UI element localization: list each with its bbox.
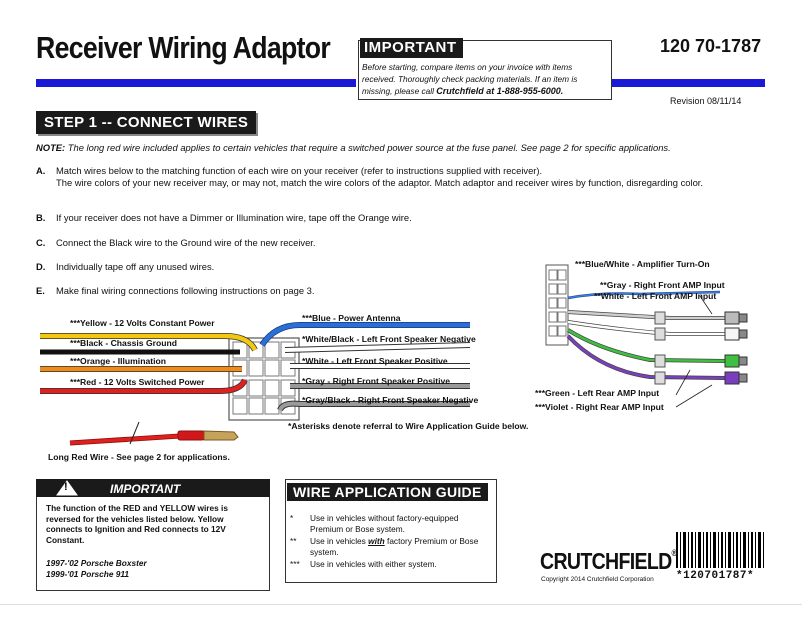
barcode xyxy=(676,532,764,568)
step-heading: STEP 1 -- CONNECT WIRES xyxy=(36,111,256,134)
label-amp-white: **White - Left Front AMP Input xyxy=(594,291,717,301)
label-white: *White - Left Front Speaker Positive xyxy=(302,356,448,366)
long-red-wire xyxy=(70,422,238,444)
label-orange: ***Orange - Illumination xyxy=(70,356,166,366)
label-gray-black: *Gray/Black - Right Front Speaker Negative xyxy=(302,395,479,405)
wire-white-black xyxy=(285,345,470,350)
label-red: ***Red - 12 Volts Switched Power xyxy=(70,377,205,387)
important-reversal-body: The function of the RED and YELLOW wires is reversed for the vehicles listed below. Yellow connects to Ignition and Red connects to 12V Constant. xyxy=(46,503,228,545)
label-yellow: ***Yellow - 12 Volts Constant Power xyxy=(70,318,215,328)
important-reversal-title: IMPORTANT xyxy=(110,482,181,496)
vehicle-2: 1999-'01 Porsche 911 xyxy=(46,569,130,579)
label-gray: *Gray - Right Front Speaker Positive xyxy=(302,376,451,386)
copyright: Copyright 2014 Crutchfield Corporation xyxy=(541,576,654,583)
label-amp-gray: **Gray - Right Front AMP Input xyxy=(600,280,725,290)
long-red-wire-label: Long Red Wire - See page 2 for applications. xyxy=(48,452,230,462)
part-number: 120 70-1787 xyxy=(660,36,762,56)
label-amp-violet: ***Violet - Right Rear AMP Input xyxy=(535,402,664,412)
label-black: ***Black - Chassis Ground xyxy=(70,338,177,348)
label-blue: ***Blue - Power Antenna xyxy=(302,313,401,323)
revision-date: Revision 08/11/14 xyxy=(670,96,742,106)
instruction-b: B. If your receiver does not have a Dimmer or Illumination wire, tape off the Orange wire. xyxy=(36,212,412,223)
phone-number: Crutchfield at 1-888-955-6000. xyxy=(436,86,564,96)
important-tag: IMPORTANT xyxy=(360,38,463,58)
label-amp-green: ***Green - Left Rear AMP Input xyxy=(535,388,660,398)
label-blue-white: ***Blue/White - Amplifier Turn-On xyxy=(575,259,710,269)
label-white-black: *White/Black - Left Front Speaker Negative xyxy=(302,334,476,344)
instruction-d: D. Individually tape off any unused wires. xyxy=(36,261,215,272)
affected-vehicles xyxy=(46,558,147,580)
important-notice-text: Before starting, compare items on your invoice with items received. Thoroughly check packing materials. If an item is missing, please call Crutchfield at 1-888-955-6000. xyxy=(362,62,578,96)
page-title: Receiver Wiring Adaptor xyxy=(36,30,331,65)
instruction-a: A. Match wires below to the matching function of each wire on your receiver (refer to instructions supplied with receiver). The wire colors of your new receiver may, or may not, match the wire colors of the adaptor. Match adaptor and receiver wires by function, disregarding color. xyxy=(36,165,703,188)
instruction-e: E. Make final wiring connections following instructions on page 3. xyxy=(36,285,315,296)
wire-guide-list xyxy=(290,513,490,572)
wire-guide-row: ** Use in vehicles with factory Premium or Bose system. xyxy=(290,536,479,557)
footer-divider xyxy=(0,604,802,605)
crutchfield-logo: CRUTCHFIELD® xyxy=(540,548,677,574)
instruction-c: C. Connect the Black wire to the Ground wire of the new receiver. xyxy=(36,237,316,248)
warning-glyph: ! xyxy=(64,481,68,493)
asterisk-note: *Asterisks denote referral to Wire Application Guide below. xyxy=(288,421,529,431)
wire-guide-row: *** Use in vehicles with either system. xyxy=(290,559,437,569)
wire-guide-title: WIRE APPLICATION GUIDE xyxy=(287,483,488,501)
note: NOTE: The long red wire included applies to certain vehicles that require a switched power source at the fuse panel. See page 2 for specific applications. xyxy=(36,142,671,153)
vehicle-1: 1997-'02 Porsche Boxster xyxy=(46,558,147,568)
barcode-text: *120701787* xyxy=(676,570,755,582)
wire-guide-row: * Use in vehicles without factory-equipped Premium or Bose system. xyxy=(290,513,459,534)
